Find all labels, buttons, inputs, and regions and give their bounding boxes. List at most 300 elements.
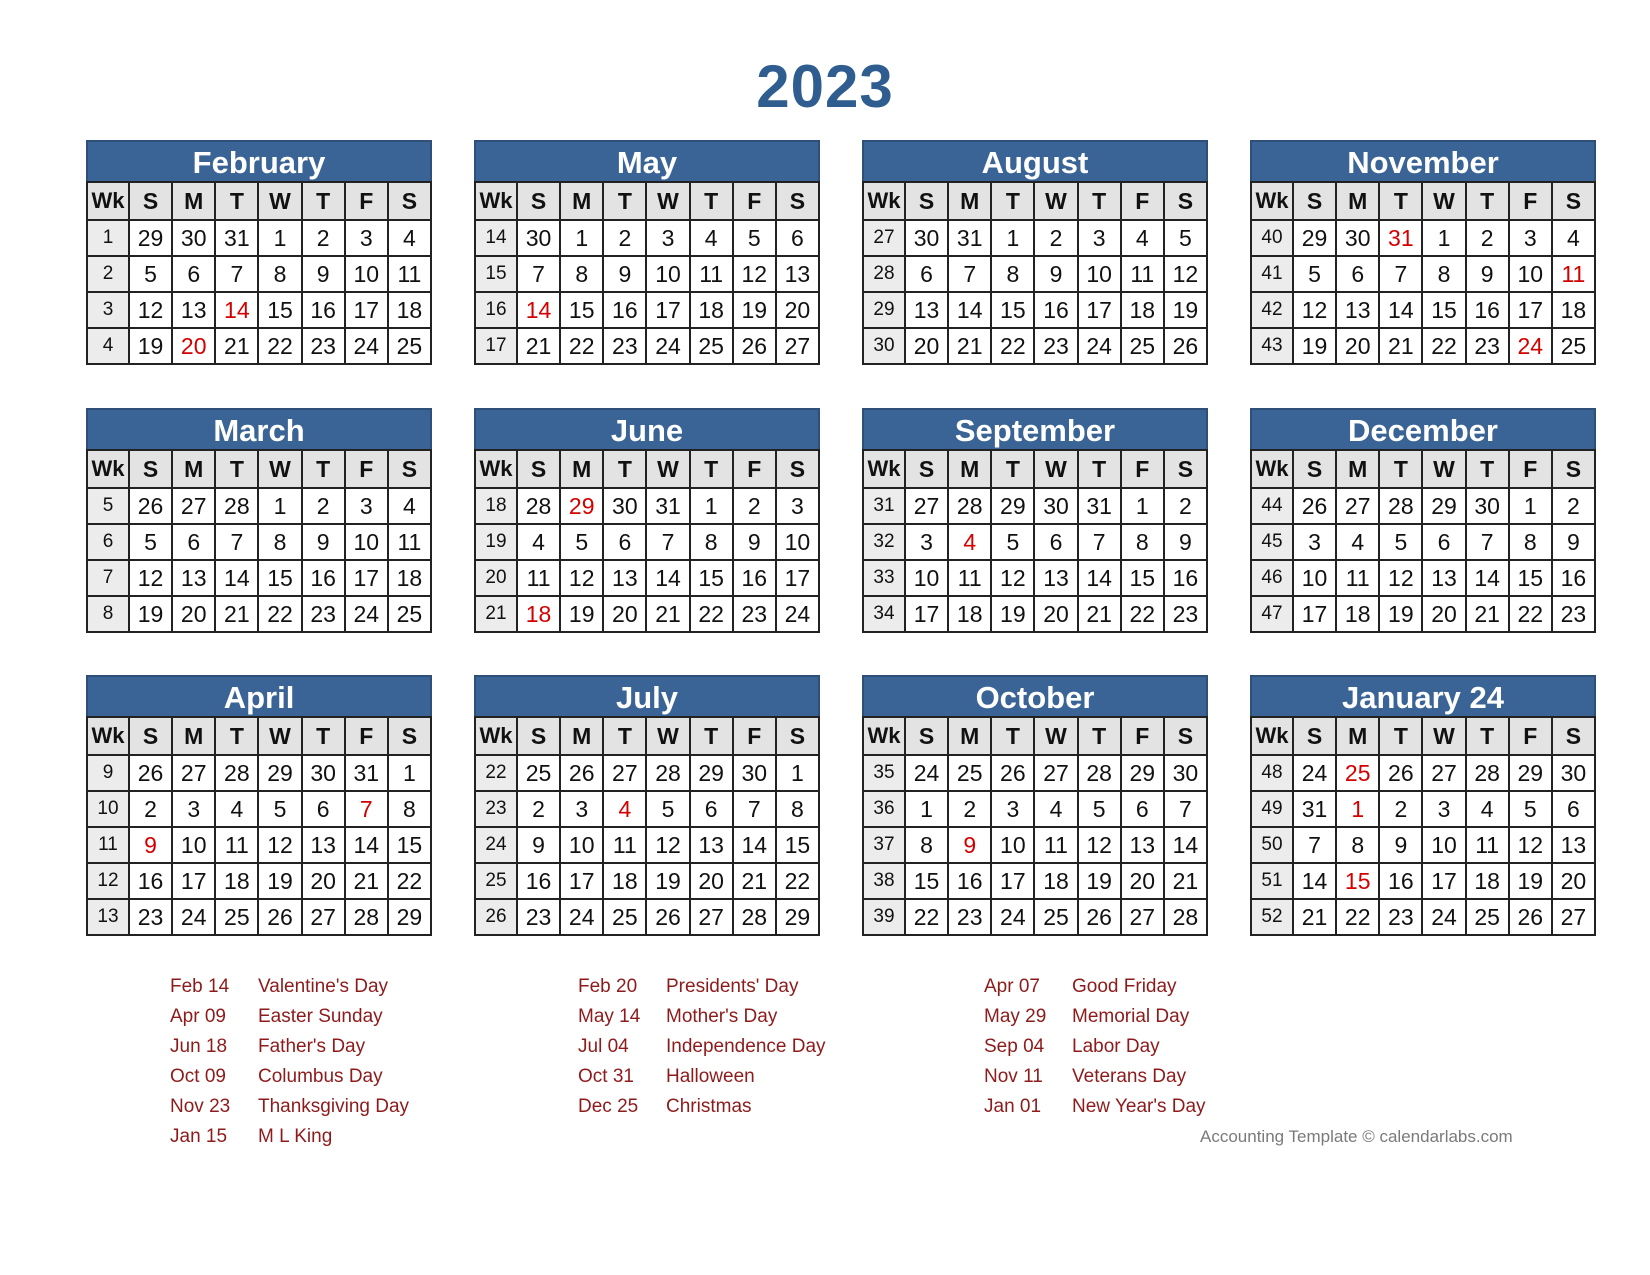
weekday-header: T — [1379, 182, 1422, 220]
day-cell: 1 — [690, 488, 733, 524]
day-cell: 3 — [646, 220, 689, 256]
day-cell: 18 — [690, 292, 733, 328]
month-title: June — [474, 408, 820, 449]
day-cell: 28 — [948, 488, 991, 524]
weekday-header: S — [905, 450, 948, 488]
weekday-header: S — [905, 717, 948, 755]
day-cell: 21 — [1293, 899, 1336, 935]
day-cell: 24 — [172, 899, 215, 935]
week-row — [475, 596, 819, 632]
day-cell: 2 — [302, 220, 345, 256]
week-row — [475, 292, 819, 328]
day-cell: 23 — [302, 596, 345, 632]
weekday-header: T — [215, 717, 258, 755]
day-cell-holiday: 14 — [517, 292, 560, 328]
day-cell-holiday: 4 — [948, 524, 991, 560]
holiday-entry — [578, 1002, 826, 1032]
day-cell: 2 — [1466, 220, 1509, 256]
week-row — [87, 256, 431, 292]
holiday-name: Presidents' Day — [666, 976, 799, 997]
day-cell: 20 — [172, 596, 215, 632]
day-cell: 5 — [1509, 791, 1552, 827]
day-cell: 22 — [1336, 899, 1379, 935]
day-cell: 7 — [517, 256, 560, 292]
weekday-header: M — [560, 182, 603, 220]
weekday-header: W — [1034, 182, 1077, 220]
day-cell: 6 — [1336, 256, 1379, 292]
day-cell: 23 — [517, 899, 560, 935]
week-row — [1251, 328, 1595, 364]
day-cell: 9 — [1164, 524, 1207, 560]
week-number: 1 — [87, 220, 129, 256]
weekday-header: T — [690, 717, 733, 755]
day-cell: 15 — [1509, 560, 1552, 596]
day-cell: 13 — [690, 827, 733, 863]
month-title: January 24 — [1250, 675, 1596, 716]
week-row — [475, 755, 819, 791]
week-column-header: Wk — [475, 182, 517, 220]
holiday-entry — [984, 972, 1206, 1002]
weekday-header: F — [345, 717, 388, 755]
day-cell: 1 — [258, 220, 301, 256]
day-cell: 23 — [1466, 328, 1509, 364]
day-cell: 13 — [172, 560, 215, 596]
weekday-header: W — [258, 450, 301, 488]
day-cell: 2 — [1034, 220, 1077, 256]
day-cell: 14 — [1078, 560, 1121, 596]
weekday-header-row — [475, 182, 819, 220]
week-number: 49 — [1251, 791, 1293, 827]
day-cell: 20 — [302, 863, 345, 899]
day-cell: 28 — [215, 488, 258, 524]
week-number: 36 — [863, 791, 905, 827]
weekday-header: F — [1121, 182, 1164, 220]
weekday-header: W — [1034, 717, 1077, 755]
day-cell: 3 — [991, 791, 1034, 827]
day-cell: 30 — [1164, 755, 1207, 791]
day-cell: 5 — [129, 256, 172, 292]
week-row — [87, 791, 431, 827]
week-number: 33 — [863, 560, 905, 596]
day-cell: 19 — [646, 863, 689, 899]
day-cell: 3 — [172, 791, 215, 827]
weekday-header: S — [1293, 717, 1336, 755]
week-number: 45 — [1251, 524, 1293, 560]
holiday-entry — [984, 1032, 1206, 1062]
day-cell: 20 — [905, 328, 948, 364]
weekday-header: S — [1164, 450, 1207, 488]
footer-credit: Accounting Template © calendarlabs.com — [1200, 1127, 1513, 1146]
day-cell: 15 — [1121, 560, 1164, 596]
week-number: 37 — [863, 827, 905, 863]
day-cell: 21 — [215, 596, 258, 632]
day-cell: 8 — [1336, 827, 1379, 863]
weekday-header: T — [1078, 450, 1121, 488]
month-title: July — [474, 675, 820, 716]
day-cell: 9 — [302, 524, 345, 560]
day-cell: 19 — [129, 328, 172, 364]
day-cell: 12 — [129, 292, 172, 328]
weekday-header: F — [733, 182, 776, 220]
day-cell: 19 — [1509, 863, 1552, 899]
weekday-header: S — [1164, 717, 1207, 755]
week-number: 15 — [475, 256, 517, 292]
weekday-header: T — [603, 717, 646, 755]
month-grid — [862, 716, 1208, 936]
weekday-header-row — [87, 717, 431, 755]
month-title: August — [862, 140, 1208, 181]
holiday-date: Dec 25 — [578, 1096, 639, 1117]
week-row — [475, 256, 819, 292]
weekday-header: T — [302, 717, 345, 755]
week-row — [475, 863, 819, 899]
month-april — [86, 675, 432, 930]
weekday-header: T — [215, 450, 258, 488]
weekday-header: W — [646, 717, 689, 755]
weekday-header-row — [1251, 182, 1595, 220]
weekday-header: T — [991, 450, 1034, 488]
day-cell: 15 — [258, 560, 301, 596]
day-cell: 24 — [646, 328, 689, 364]
day-cell: 25 — [1466, 899, 1509, 935]
week-number: 42 — [1251, 292, 1293, 328]
day-cell: 22 — [991, 328, 1034, 364]
holiday-entry — [170, 1002, 409, 1032]
day-cell: 3 — [776, 488, 819, 524]
holiday-date: May 29 — [984, 1006, 1047, 1027]
month-grid — [86, 449, 432, 633]
weekday-header: T — [302, 182, 345, 220]
day-cell: 12 — [646, 827, 689, 863]
day-cell: 24 — [1293, 755, 1336, 791]
weekday-header: T — [690, 450, 733, 488]
day-cell: 17 — [1422, 863, 1465, 899]
weekday-header: T — [215, 182, 258, 220]
week-row — [87, 524, 431, 560]
day-cell: 19 — [1379, 596, 1422, 632]
weekday-header: S — [517, 450, 560, 488]
week-column-header: Wk — [863, 182, 905, 220]
weekday-header: S — [1293, 450, 1336, 488]
day-cell: 10 — [560, 827, 603, 863]
holiday-name: Mother's Day — [666, 1006, 778, 1027]
day-cell: 1 — [258, 488, 301, 524]
weekday-header: W — [258, 182, 301, 220]
day-cell: 18 — [388, 560, 431, 596]
week-number: 17 — [475, 328, 517, 364]
weekday-header: W — [646, 182, 689, 220]
weekday-header: T — [302, 450, 345, 488]
weekday-header: T — [603, 182, 646, 220]
day-cell: 27 — [1034, 755, 1077, 791]
weekday-header: W — [258, 717, 301, 755]
holiday-name: Halloween — [666, 1066, 755, 1087]
day-cell: 4 — [388, 220, 431, 256]
week-row — [1251, 560, 1595, 596]
day-cell: 5 — [129, 524, 172, 560]
holiday-date: Jul 04 — [578, 1036, 629, 1057]
month-grid — [1250, 716, 1596, 936]
day-cell: 10 — [1078, 256, 1121, 292]
day-cell: 4 — [1466, 791, 1509, 827]
week-number: 44 — [1251, 488, 1293, 524]
day-cell: 3 — [560, 791, 603, 827]
day-cell: 24 — [345, 596, 388, 632]
month-title: November — [1250, 140, 1596, 181]
day-cell: 29 — [1422, 488, 1465, 524]
day-cell-holiday: 25 — [1336, 755, 1379, 791]
holiday-date: Nov 11 — [984, 1066, 1043, 1087]
weekday-header: F — [733, 450, 776, 488]
week-number: 11 — [87, 827, 129, 863]
day-cell: 10 — [776, 524, 819, 560]
day-cell: 27 — [172, 488, 215, 524]
day-cell: 10 — [172, 827, 215, 863]
day-cell: 9 — [733, 524, 776, 560]
day-cell: 14 — [948, 292, 991, 328]
holiday-name: Veterans Day — [1072, 1066, 1187, 1087]
day-cell: 4 — [215, 791, 258, 827]
day-cell-holiday: 4 — [603, 791, 646, 827]
day-cell: 14 — [1466, 560, 1509, 596]
day-cell: 8 — [905, 827, 948, 863]
week-row — [863, 292, 1207, 328]
month-title: October — [862, 675, 1208, 716]
day-cell: 9 — [302, 256, 345, 292]
holiday-entry — [170, 1092, 409, 1122]
day-cell: 7 — [646, 524, 689, 560]
week-row — [1251, 524, 1595, 560]
holiday-entry — [984, 1002, 1206, 1032]
day-cell: 2 — [302, 488, 345, 524]
week-number: 41 — [1251, 256, 1293, 292]
day-cell: 27 — [302, 899, 345, 935]
day-cell: 23 — [603, 328, 646, 364]
holiday-date: Jun 18 — [170, 1036, 228, 1057]
weekday-header: S — [776, 450, 819, 488]
day-cell: 28 — [733, 899, 776, 935]
day-cell: 19 — [129, 596, 172, 632]
day-cell: 8 — [388, 791, 431, 827]
day-cell: 26 — [991, 755, 1034, 791]
day-cell: 26 — [1078, 899, 1121, 935]
day-cell: 12 — [733, 256, 776, 292]
day-cell: 17 — [1293, 596, 1336, 632]
day-cell: 30 — [1466, 488, 1509, 524]
day-cell: 30 — [172, 220, 215, 256]
day-cell: 27 — [1422, 755, 1465, 791]
day-cell: 13 — [1422, 560, 1465, 596]
day-cell: 27 — [1121, 899, 1164, 935]
holiday-entry — [984, 1062, 1206, 1092]
day-cell: 3 — [905, 524, 948, 560]
holiday-column — [578, 972, 826, 1122]
day-cell: 10 — [646, 256, 689, 292]
day-cell: 1 — [1422, 220, 1465, 256]
week-row — [863, 755, 1207, 791]
day-cell: 1 — [776, 755, 819, 791]
week-number: 23 — [475, 791, 517, 827]
day-cell: 22 — [258, 328, 301, 364]
week-row — [475, 899, 819, 935]
month-grid — [474, 449, 820, 633]
weekday-header: M — [948, 450, 991, 488]
week-number: 32 — [863, 524, 905, 560]
day-cell: 4 — [388, 488, 431, 524]
weekday-header: M — [172, 182, 215, 220]
day-cell: 30 — [1336, 220, 1379, 256]
day-cell-holiday: 9 — [129, 827, 172, 863]
holiday-entry — [170, 1122, 409, 1152]
weekday-header: M — [1336, 450, 1379, 488]
week-number: 22 — [475, 755, 517, 791]
day-cell: 23 — [1034, 328, 1077, 364]
week-number: 6 — [87, 524, 129, 560]
day-cell: 5 — [1078, 791, 1121, 827]
weekday-header: S — [1164, 182, 1207, 220]
day-cell: 11 — [1121, 256, 1164, 292]
day-cell: 31 — [646, 488, 689, 524]
day-cell: 22 — [258, 596, 301, 632]
day-cell: 19 — [1164, 292, 1207, 328]
day-cell: 27 — [172, 755, 215, 791]
day-cell: 28 — [1466, 755, 1509, 791]
day-cell-holiday: 18 — [517, 596, 560, 632]
day-cell: 11 — [215, 827, 258, 863]
weekday-header-row — [87, 450, 431, 488]
day-cell: 16 — [1164, 560, 1207, 596]
day-cell: 6 — [1121, 791, 1164, 827]
day-cell: 28 — [215, 755, 258, 791]
weekday-header: T — [1466, 717, 1509, 755]
week-row — [87, 596, 431, 632]
weekday-header: T — [1078, 182, 1121, 220]
day-cell: 8 — [560, 256, 603, 292]
weekday-header: S — [517, 182, 560, 220]
day-cell: 21 — [948, 328, 991, 364]
day-cell: 13 — [603, 560, 646, 596]
week-number: 30 — [863, 328, 905, 364]
day-cell: 3 — [1078, 220, 1121, 256]
week-column-header: Wk — [1251, 717, 1293, 755]
day-cell: 29 — [991, 488, 1034, 524]
weekday-header-row — [1251, 717, 1595, 755]
week-row — [863, 863, 1207, 899]
day-cell: 20 — [1034, 596, 1077, 632]
day-cell: 29 — [1121, 755, 1164, 791]
day-cell: 30 — [905, 220, 948, 256]
day-cell-holiday: 31 — [1379, 220, 1422, 256]
day-cell-holiday: 20 — [172, 328, 215, 364]
day-cell: 8 — [258, 524, 301, 560]
week-column-header: Wk — [863, 717, 905, 755]
day-cell: 5 — [646, 791, 689, 827]
day-cell: 23 — [129, 899, 172, 935]
day-cell: 11 — [1336, 560, 1379, 596]
day-cell: 12 — [1164, 256, 1207, 292]
week-row — [87, 863, 431, 899]
week-row — [863, 256, 1207, 292]
day-cell: 7 — [733, 791, 776, 827]
week-number: 24 — [475, 827, 517, 863]
holiday-name: Valentine's Day — [258, 976, 389, 997]
day-cell: 26 — [129, 755, 172, 791]
month-title: February — [86, 140, 432, 181]
holiday-name: Independence Day — [666, 1036, 826, 1057]
day-cell: 11 — [388, 524, 431, 560]
holiday-date: Oct 31 — [578, 1066, 634, 1087]
month-title: April — [86, 675, 432, 716]
week-number: 9 — [87, 755, 129, 791]
day-cell: 16 — [302, 292, 345, 328]
week-number: 48 — [1251, 755, 1293, 791]
day-cell: 26 — [129, 488, 172, 524]
holiday-date: Jan 01 — [984, 1096, 1042, 1117]
week-row — [1251, 220, 1595, 256]
week-number: 20 — [475, 560, 517, 596]
week-row — [863, 560, 1207, 596]
weekday-header: M — [948, 717, 991, 755]
weekday-header: M — [948, 182, 991, 220]
week-number: 51 — [1251, 863, 1293, 899]
week-number: 27 — [863, 220, 905, 256]
month-august — [862, 140, 1208, 372]
day-cell: 13 — [905, 292, 948, 328]
day-cell: 30 — [517, 220, 560, 256]
day-cell: 16 — [733, 560, 776, 596]
day-cell: 1 — [1121, 488, 1164, 524]
day-cell: 1 — [388, 755, 431, 791]
day-cell: 12 — [1078, 827, 1121, 863]
day-cell: 6 — [1034, 524, 1077, 560]
day-cell: 20 — [1336, 328, 1379, 364]
week-row — [863, 220, 1207, 256]
day-cell: 5 — [1293, 256, 1336, 292]
week-number: 7 — [87, 560, 129, 596]
month-march — [86, 408, 432, 640]
week-number: 26 — [475, 899, 517, 935]
weekday-header: T — [1466, 450, 1509, 488]
holiday-date: May 14 — [578, 1006, 641, 1027]
month-title: May — [474, 140, 820, 181]
day-cell: 22 — [905, 899, 948, 935]
day-cell: 15 — [258, 292, 301, 328]
day-cell-holiday: 9 — [948, 827, 991, 863]
holiday-date: Feb 14 — [170, 976, 230, 997]
day-cell: 16 — [603, 292, 646, 328]
day-cell: 13 — [1336, 292, 1379, 328]
weekday-header: F — [1509, 717, 1552, 755]
day-cell: 2 — [1552, 488, 1595, 524]
weekday-header: M — [560, 717, 603, 755]
week-row — [475, 488, 819, 524]
day-cell: 31 — [1293, 791, 1336, 827]
day-cell: 6 — [690, 791, 733, 827]
day-cell: 20 — [1552, 863, 1595, 899]
week-row — [1251, 827, 1595, 863]
month-title: March — [86, 408, 432, 449]
day-cell: 21 — [1379, 328, 1422, 364]
day-cell: 4 — [1552, 220, 1595, 256]
day-cell: 14 — [215, 560, 258, 596]
week-number: 14 — [475, 220, 517, 256]
day-cell: 21 — [345, 863, 388, 899]
day-cell: 31 — [215, 220, 258, 256]
day-cell: 10 — [1509, 256, 1552, 292]
day-cell: 21 — [1164, 863, 1207, 899]
day-cell: 22 — [690, 596, 733, 632]
holiday-date: Sep 04 — [984, 1036, 1045, 1057]
